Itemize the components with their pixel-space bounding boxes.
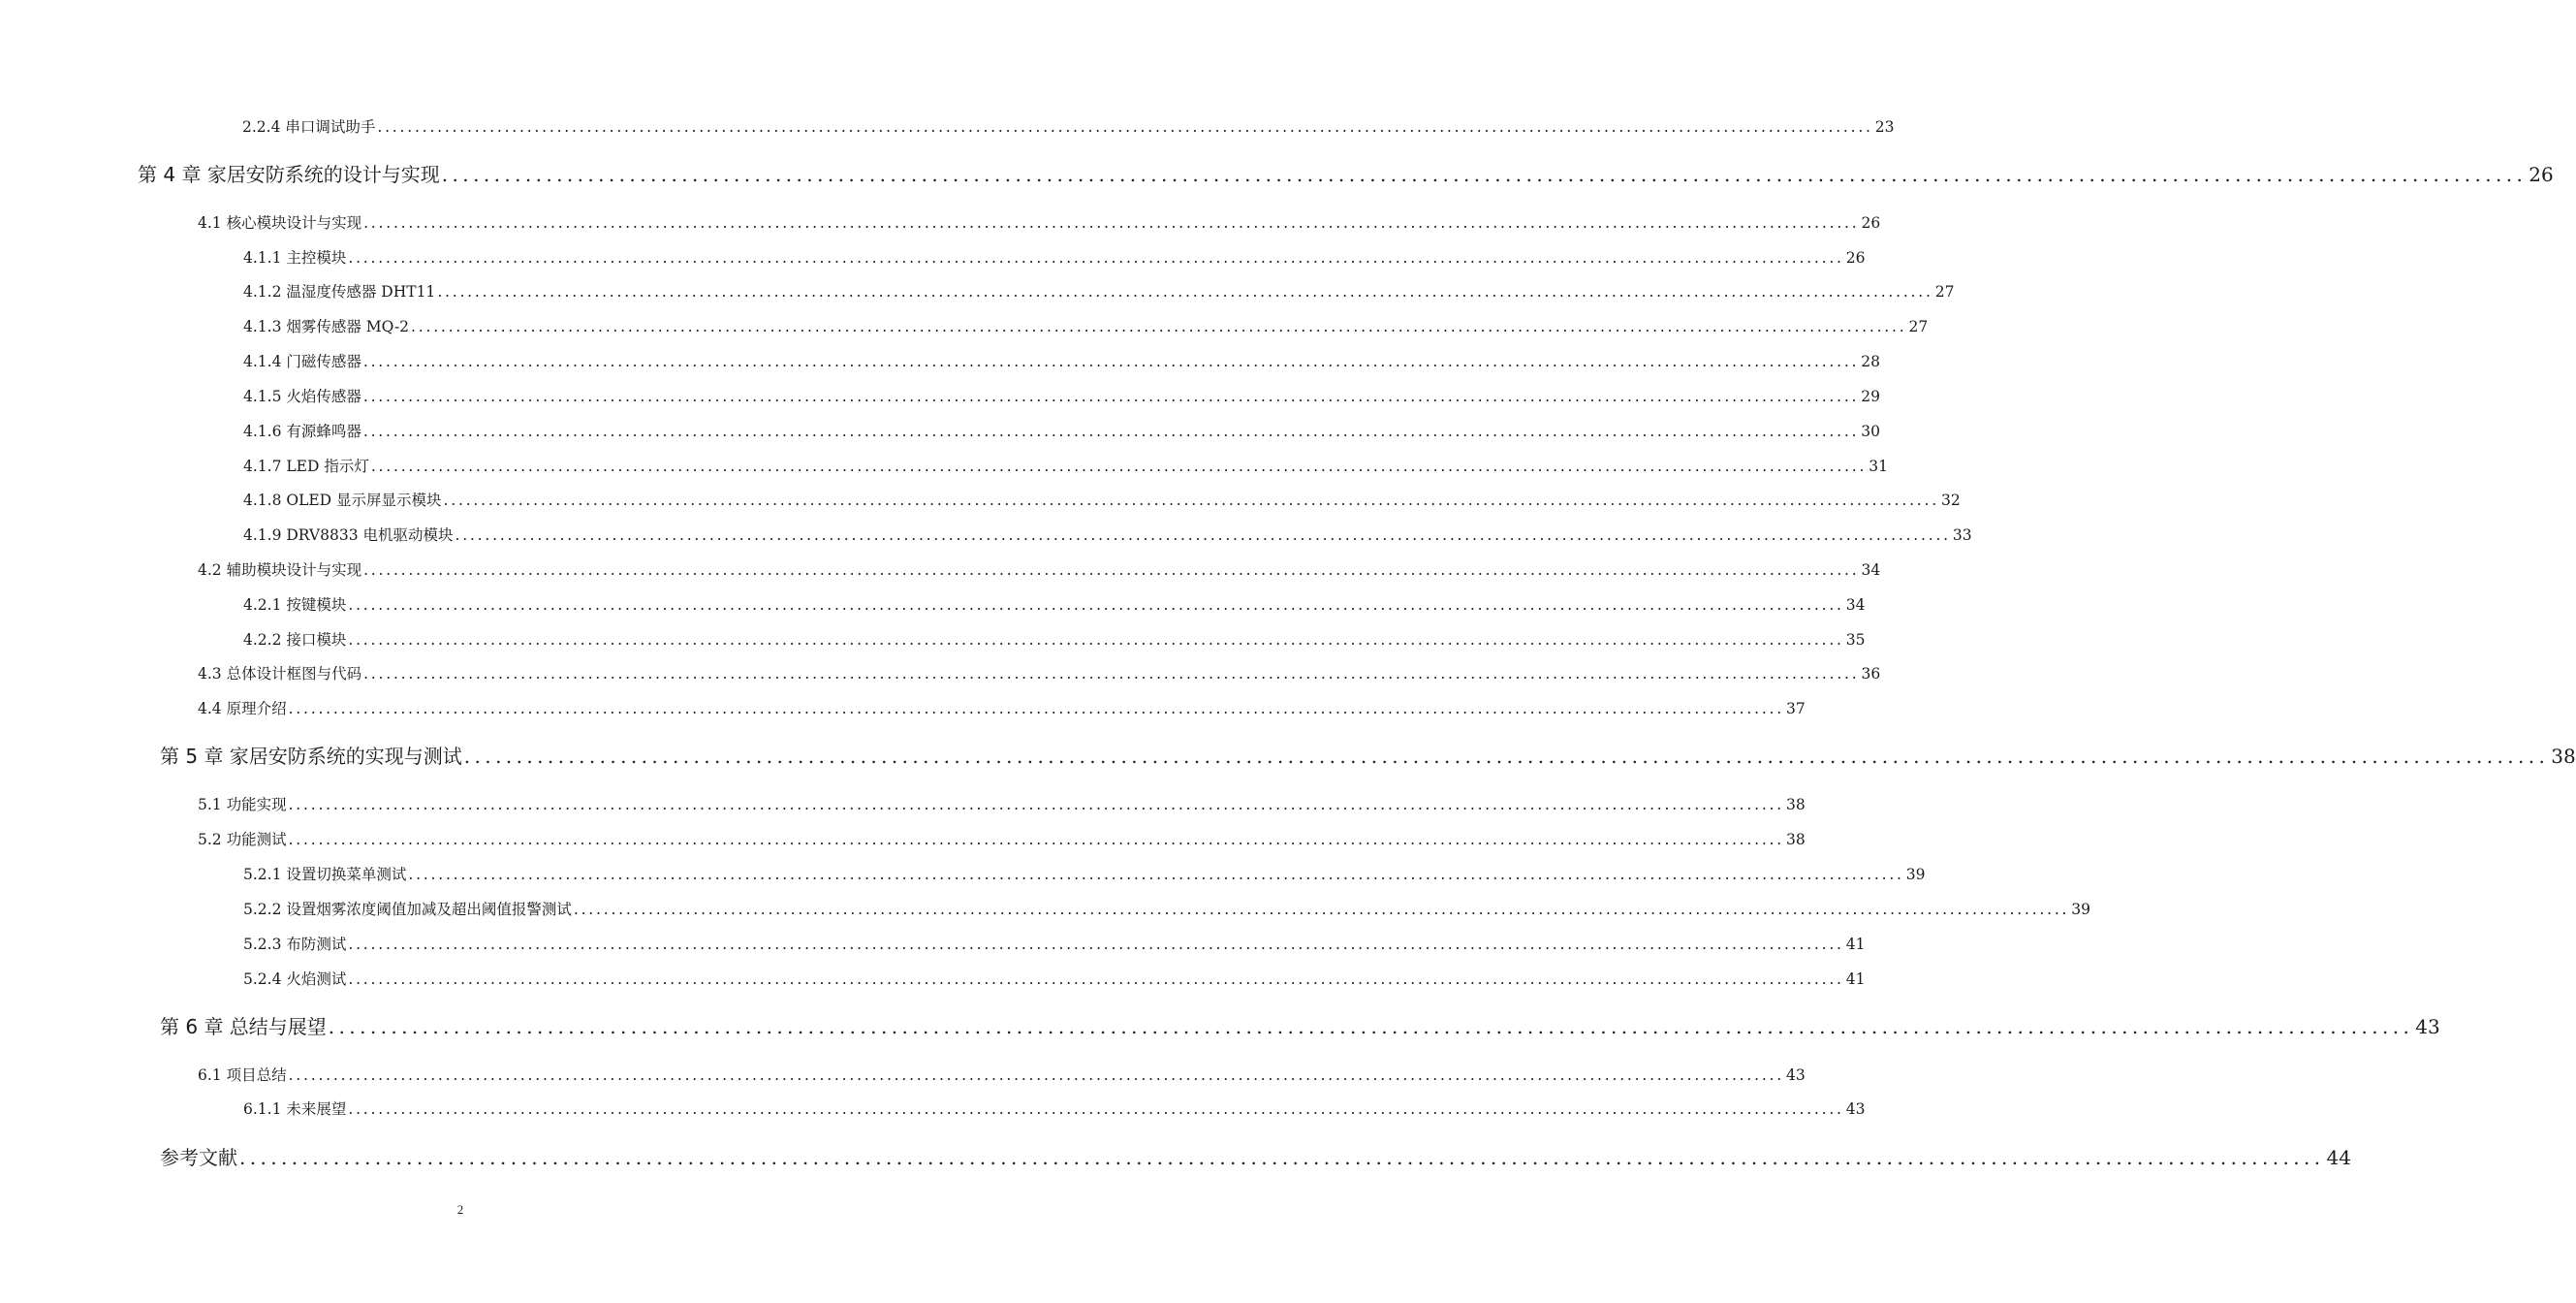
toc-entry-label: 4.2.2 接口模块 (243, 631, 347, 649)
toc-entry-page: 30 (1861, 423, 1881, 440)
toc-entry[interactable] (243, 524, 1972, 545)
toc-chapter-entry[interactable] (160, 741, 2576, 769)
toc-entry[interactable] (243, 489, 1961, 510)
dot-leader: ........................................................................................................................................................................................................ (408, 866, 1904, 883)
dot-leader: ........................................................................................................................................................................................................ (328, 1015, 2414, 1038)
toc-entry-page: 41 (1845, 970, 1866, 988)
toc-entry[interactable] (243, 593, 1866, 615)
toc-entry-page: 43 (2415, 1015, 2440, 1038)
toc-entry-label: 5.2.2 设置烟雾浓度阈值加减及超出阈值报警测试 (243, 901, 572, 918)
toc-chapter-entry[interactable] (138, 159, 2554, 187)
dot-leader: ........................................................................................................................................................................................................ (348, 970, 1844, 988)
dot-leader: ........................................................................................................................................................................................................ (455, 526, 1951, 544)
toc-entry[interactable] (198, 662, 1881, 683)
toc-entry[interactable] (243, 420, 1881, 441)
toc-entry-label: 4.1.1 主控模块 (243, 249, 347, 267)
dot-leader: ........................................................................................................................................................................................................ (288, 1066, 1784, 1084)
toc-entry-page: 26 (1861, 214, 1881, 232)
toc-entry-label: 4.1.3 烟雾传感器 MQ-2 (243, 318, 410, 335)
toc-chapter-entry[interactable] (160, 1011, 2440, 1039)
dot-leader: ........................................................................................................................................................................................................ (348, 249, 1844, 267)
toc-entry[interactable] (243, 898, 2091, 919)
toc-entry-page: 27 (1908, 318, 1929, 335)
toc-entry-page: 38 (1785, 796, 1806, 813)
toc-entry-label: 4.1 核心模块设计与实现 (198, 214, 362, 232)
toc-entry-page: 27 (1934, 283, 1955, 301)
toc-entry-page: 32 (1940, 492, 1961, 509)
toc-entry-page: 39 (1905, 866, 1926, 883)
dot-leader: ........................................................................................................................................................................................................ (573, 901, 2070, 918)
toc-entry[interactable] (243, 280, 1955, 302)
page-number: 2 (456, 1202, 464, 1217)
dot-leader: ........................................................................................................................................................................................................ (239, 1146, 2325, 1169)
dot-leader: ........................................................................................................................................................................................................ (377, 118, 1873, 136)
toc-entry-label: 4.4 原理介绍 (198, 700, 287, 717)
toc-entry[interactable] (198, 793, 1806, 814)
dot-leader: ........................................................................................................................................................................................................ (437, 283, 1933, 301)
dot-leader: ........................................................................................................................................................................................................ (348, 936, 1844, 953)
toc-entry-page: 43 (1785, 1066, 1806, 1084)
toc-entry[interactable] (243, 315, 1929, 336)
toc-entry-page: 26 (1845, 249, 1866, 267)
toc-entry-page: 33 (1952, 526, 1972, 544)
toc-entry[interactable] (198, 828, 1806, 849)
toc-entry[interactable] (198, 211, 1881, 233)
toc-entry-label: 2.2.4 串口调试助手 (242, 118, 376, 136)
dot-leader: ........................................................................................................................................................................................................ (348, 1100, 1844, 1118)
toc-entry-label: 5.2.4 火焰测试 (243, 970, 347, 988)
toc-entry-label: 4.1.7 LED 指示灯 (243, 458, 369, 475)
toc-entry-label: 5.2 功能测试 (198, 831, 287, 848)
dot-leader: ........................................................................................................................................................................................................ (362, 353, 1860, 370)
toc-entry-label: 6.1.1 未来展望 (243, 1100, 347, 1118)
toc-entry[interactable] (242, 115, 1895, 137)
toc-entry[interactable] (198, 1064, 1806, 1085)
toc-entry[interactable] (243, 385, 1881, 406)
toc-entry-page: 37 (1785, 700, 1806, 717)
dot-leader: ........................................................................................................................................................................................................ (288, 796, 1784, 813)
toc-entry-page: 43 (1845, 1100, 1866, 1118)
toc-entry-page: 29 (1861, 388, 1881, 405)
toc-chapter-entry[interactable] (160, 1142, 2351, 1170)
dot-leader: ........................................................................................................................................................................................................ (411, 318, 1907, 335)
dot-leader: ........................................................................................................................................................................................................ (288, 700, 1784, 717)
toc-entry-page: 44 (2326, 1146, 2351, 1169)
toc-entry[interactable] (243, 933, 1866, 954)
toc-entry-label: 5.2.3 布防测试 (243, 936, 347, 953)
toc-entry[interactable] (243, 246, 1866, 268)
toc-entry-label: 4.1.4 门磁传感器 (243, 353, 361, 370)
toc-entry-page: 23 (1874, 118, 1895, 136)
toc-entry-label: 第 5 章 家居安防系统的实现与测试 (160, 745, 462, 768)
dot-leader: ........................................................................................................................................................................................................ (363, 665, 1860, 683)
toc-entry-page: 34 (1861, 561, 1881, 579)
toc-entry-page: 28 (1861, 353, 1881, 370)
toc-entry-page: 41 (1845, 936, 1866, 953)
toc-entry-page: 39 (2071, 901, 2091, 918)
dot-leader: ........................................................................................................................................................................................................ (463, 745, 2550, 768)
toc-entry-page: 26 (2529, 163, 2554, 186)
dot-leader: ........................................................................................................................................................................................................ (348, 631, 1844, 649)
toc-entry[interactable] (243, 350, 1881, 371)
toc-entry[interactable] (198, 697, 1806, 718)
toc-entry[interactable] (243, 628, 1866, 650)
toc-entry-label: 4.1.9 DRV8833 电机驱动模块 (243, 526, 454, 544)
toc-entry-label: 第 6 章 总结与展望 (160, 1015, 327, 1038)
dot-leader: ........................................................................................................................................................................................................ (363, 561, 1860, 579)
toc-entry-label: 5.1 功能实现 (198, 796, 287, 813)
dot-leader: ........................................................................................................................................................................................................ (363, 214, 1860, 232)
toc-entry[interactable] (243, 455, 1888, 476)
toc-entry-label: 4.3 总体设计框图与代码 (198, 665, 362, 683)
toc-entry-page: 36 (1861, 665, 1881, 683)
toc-entry[interactable] (243, 863, 1926, 884)
toc-entry-label: 4.1.6 有源蜂鸣器 (243, 423, 361, 440)
toc-entry-page: 35 (1845, 631, 1866, 649)
toc-entry-label: 6.1 项目总结 (198, 1066, 287, 1084)
toc-entry-label: 第 4 章 家居安防系统的设计与实现 (138, 163, 440, 186)
toc-entry[interactable] (243, 1097, 1866, 1119)
dot-leader: ........................................................................................................................................................................................................ (348, 596, 1844, 614)
toc-entry-label: 4.2.1 按键模块 (243, 596, 347, 614)
dot-leader: ........................................................................................................................................................................................................ (443, 492, 1939, 509)
dot-leader: ........................................................................................................................................................................................................ (362, 423, 1860, 440)
dot-leader: ........................................................................................................................................................................................................ (441, 163, 2528, 186)
toc-entry-label: 4.2 辅助模块设计与实现 (198, 561, 362, 579)
toc-entry-page: 38 (1785, 831, 1806, 848)
dot-leader: ........................................................................................................................................................................................................ (288, 831, 1784, 848)
toc-entry-label: 5.2.1 设置切换菜单测试 (243, 866, 407, 883)
toc-entry-label: 参考文献 (160, 1146, 237, 1169)
toc-entry-label: 4.1.2 温湿度传感器 DHT11 (243, 283, 436, 301)
toc-entry-label: 4.1.8 OLED 显示屏显示模块 (243, 492, 442, 509)
dot-leader: ........................................................................................................................................................................................................ (362, 388, 1860, 405)
toc-entry[interactable] (243, 968, 1866, 989)
toc-entry[interactable] (198, 558, 1881, 580)
toc-entry-page: 31 (1869, 458, 1888, 475)
toc-entry-label: 4.1.5 火焰传感器 (243, 388, 361, 405)
dot-leader: ........................................................................................................................................................................................................ (370, 458, 1868, 475)
toc-entry-page: 38 (2551, 745, 2576, 768)
toc-entry-page: 34 (1845, 596, 1866, 614)
